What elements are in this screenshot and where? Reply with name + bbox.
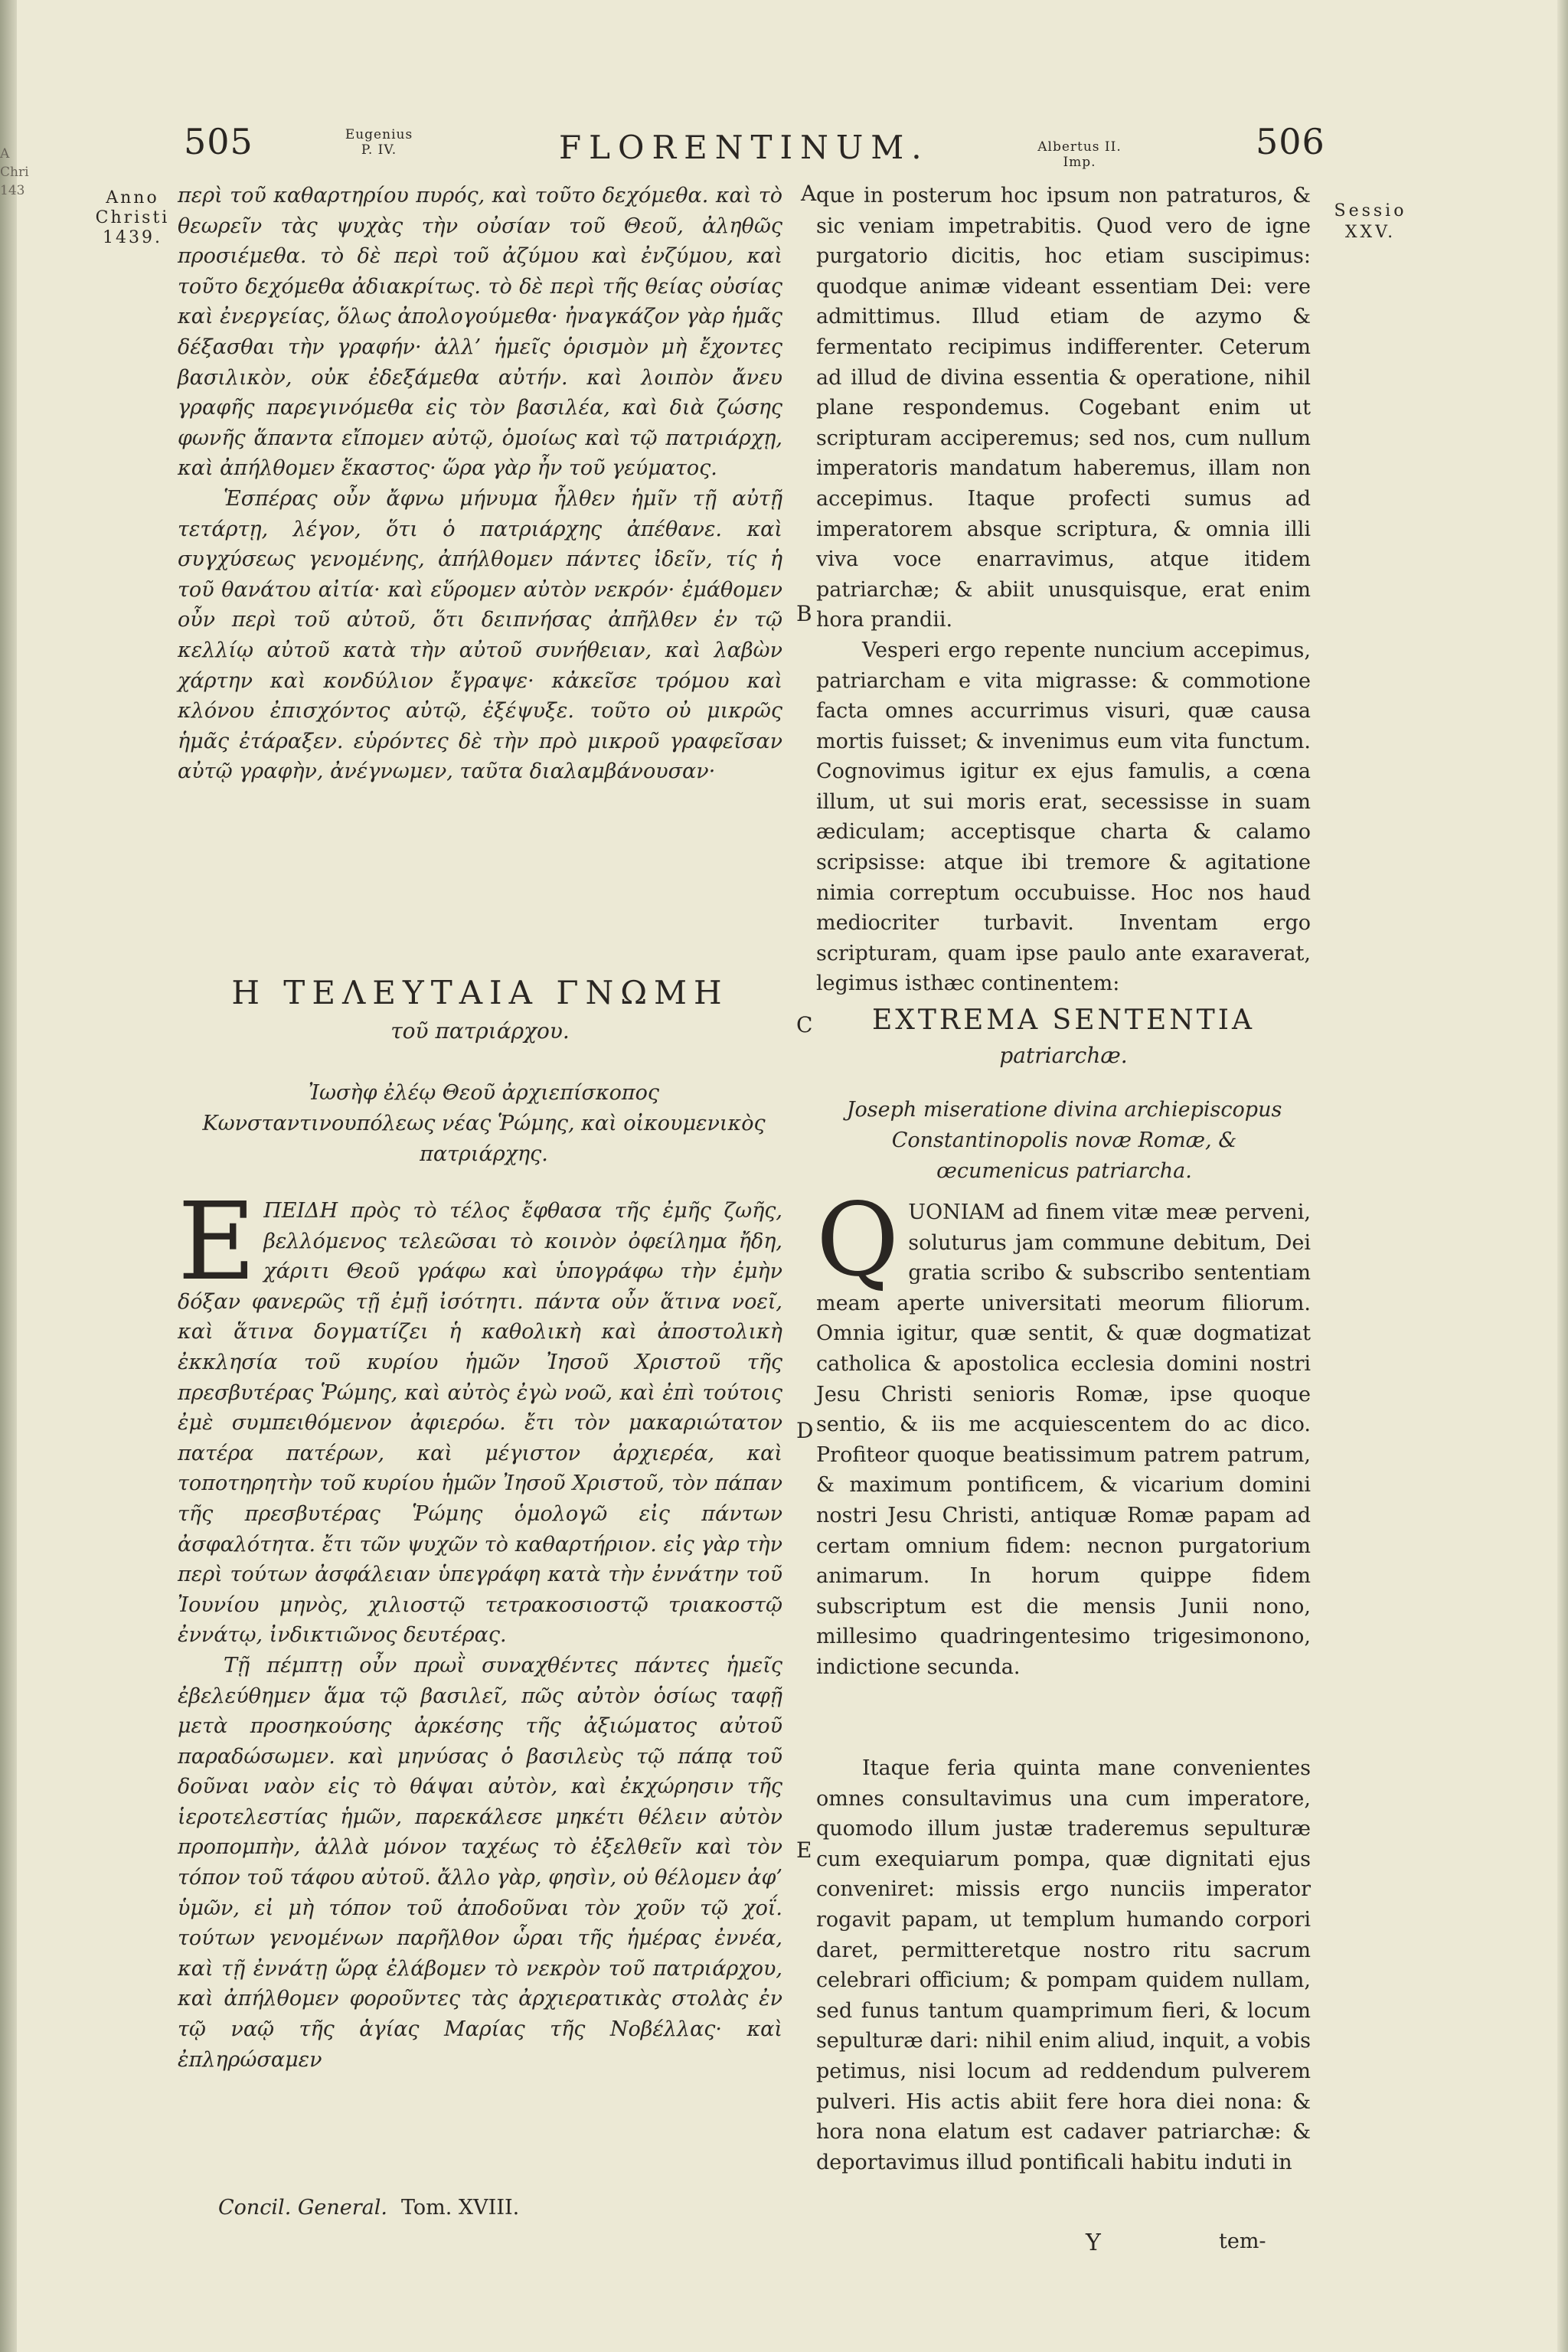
page-title: FLORENTINUM. — [559, 129, 929, 166]
session-margin-note: Sessio XXV. — [1334, 201, 1407, 242]
section-mark-d: D — [796, 1418, 814, 1443]
signature-mark: Y — [1086, 2230, 1101, 2256]
volume-label: Concil. General. — [218, 2196, 387, 2220]
emperor-header: Albertus II. Imp. — [1037, 139, 1122, 170]
right-page-number: 506 — [1256, 121, 1325, 162]
greek-column-bottom — [178, 1180, 782, 2075]
greek-paragraph — [178, 1180, 782, 1651]
latin-heading: EXTREMA SENTENTIA — [871, 1004, 1256, 1036]
greek-column-top — [178, 181, 782, 787]
volume-number: Tom. XVIII. — [401, 2196, 520, 2220]
catchword: tem- — [1219, 2230, 1266, 2253]
latin-column-bottom — [816, 1753, 1311, 2177]
sliver-text: 143 — [0, 183, 25, 198]
greek-text: ΠΕΙΔΗ πρὸς τὸ τέλος ἔφθασα τῆς ἐμῆς ζωῆς, βελλόμενος τελεῶσαι τὸ κοινὸν ὀφείλημα ἤδη, χάριτι Θεοῦ γράφω καὶ ὑπογράφω τὴν ἐμὴν δόξαν φανερῶς τῇ ἐμῇ ἰσότητι. πάντα οὖν ἅτινα νοεῖ, καὶ ἅτινα δογματίζει ἡ καθολικὴ καὶ ἀποστολικὴ ἐκκλησία τοῦ κυρίου ἡμῶν Ἰησοῦ Χριστοῦ τῆς πρεσβυτέρας Ῥώμης, καὶ αὐτὸς ἐγὼ νοῶ, καὶ ἐπὶ τούτοις ἐμὲ συμπειθόμενον ἀφιερόω. ἔτι τὸν μακαριώτατον πατέρα πατέρων, καὶ μέγιστον ἀρχιερέα, καὶ τοποτηρητὴν τοῦ κυρίου ἡμῶν Ἰησοῦ Χριστοῦ, τὸν πάπαν τῆς πρεσβυτέρας Ῥώμης ὁμολογῶ εἰς πάντων ἀσφαλότητα. ἔτι τῶν ψυχῶν τὸ καθαρτήριον. εἰς γὰρ τὴν περὶ τούτων ἀσφάλειαν ὑπεγράφη κατὰ τὴν ἐννάτην τοῦ Ἰουνίου μηνὸς, χιλιοστῷ τετρακοσιοστῷ τριακοστῷ ἐννάτῳ, ἰνδικτιῶνος δευτέρας. — [178, 1199, 782, 1648]
left-page-number: 505 — [184, 121, 253, 162]
drop-cap: Ε — [178, 1180, 256, 1305]
sliver-text: A — [0, 146, 10, 162]
latin-byline: Joseph miseratione divina archiepiscopus Constantinopolis novæ Romæ, & œcumenicus patriarcha. — [846, 1098, 1282, 1183]
page-edge — [1557, 0, 1568, 2352]
latin-column-top — [816, 181, 1311, 999]
section-mark-b: B — [796, 601, 812, 626]
greek-paragraph: Ἑσπέρας οὖν ἄφνω μήνυμα ἦλθεν ἡμῖν τῇ αὐτῇ τετάρτῃ, λέγον, ὅτι ὁ πατριάρχης ἀπέθανε. καὶ συγχύσεως γενομένης, ἀπήλθομεν πάντες ἰδεῖν, τίς ἡ τοῦ θανάτου αἰτία· καὶ εὕρομεν αὐτὸν νεκρόν· ἐμάθομεν οὖν περὶ τοῦ αὐτοῦ, ὅτι δειπνήσας ἀπῆλθεν ἐν τῷ κελλίῳ αὐτοῦ κατὰ τὴν αὐτοῦ συνήθειαν, καὶ λαβὼν χάρτην καὶ κονδύλιον ἔγραψε· κἀκεῖσε τρόμου καὶ κλόνου ἐπισχόντος αὐτῷ, ἐξέψυξε. τοῦτο οὐ μικρῶς ἡμᾶς ἐτάραξεν. εὑρόντες δὲ τὴν πρὸ μικροῦ γραφεῖσαν αὐτῷ γραφὴν, ἀνέγνωμεν, ταῦτα διαλαμβάνουσαν· — [178, 486, 782, 784]
latin-subheading: patriarchæ. — [999, 1043, 1128, 1068]
latin-column-middle — [816, 1181, 1311, 1683]
latin-paragraph — [816, 1181, 1311, 1683]
section-mark-e: E — [796, 1838, 812, 1863]
running-header — [0, 121, 1568, 182]
section-mark-a: A — [801, 181, 817, 206]
greek-subheading: τοῦ πατριάρχου. — [390, 1018, 570, 1044]
drop-cap: Q — [816, 1181, 900, 1299]
binding-gutter — [0, 0, 29, 2352]
greek-paragraph: Τῇ πέμπτῃ οὖν πρωῒ συναχθέντες πάντες ἡμεῖς ἐβελεύθημεν ἅμα τῷ βασιλεῖ, πῶς αὐτὸν ὁσίως ταφῇ μετὰ προσηκούσης ἀρκέσης τῆς ἀξιώματος αὐτοῦ παραδώσωμεν. καὶ μηνύσας ὁ βασιλεὺς τῷ πάπᾳ τοῦ δοῦναι ναὸν εἰς τὸ θάψαι αὐτὸν, καὶ ἐκχώρησιν τῆς ἱεροτελεστίας ἡμῶν, παρεκάλεσε μηκέτι θέλειν αὐτὸν προπομπὴν, ἀλλὰ μόνον ταχέως τὸ ἐξελθεῖν καὶ τὸν τόπον τοῦ τάφου αὐτοῦ. ἄλλο γὰρ, φησὶν, οὐ θέλομεν ἀφ’ ὑμῶν, εἰ μὴ τόπον τοῦ ἀποδοῦναι τὸν χοῦν τῷ χοΐ. τούτων γενομένων παρῆλθον ὧραι τῆς ἡμέρας ἐννέα, καὶ τῇ ἐννάτῃ ὥρᾳ ἐλάβομεν τὸ νεκρὸν τοῦ πατριάρχου, καὶ ἀπήλθομεν φοροῦντες τὰς ἀρχιερατικὰς στολὰς ἐν τῷ ναῷ τῆς ἁγίας Μαρίας τῆς Νοβέλλας· καὶ ἐπληρώσαμεν — [178, 1653, 782, 2072]
sliver-text: Chri — [0, 165, 29, 180]
greek-paragraph: περὶ τοῦ καθαρτηρίου πυρός, καὶ τοῦτο δεχόμεθα. καὶ τὸ θεωρεῖν τὰς ψυχὰς τὴν οὐσίαν τοῦ Θεοῦ, ἀληθῶς προσιέμεθα. τὸ δὲ περὶ τοῦ ἀζύμου καὶ ἐνζύμου, καὶ τοῦτο δεχόμεθα ἀδιακρίτως. τὸ δὲ περὶ τῆς θείας οὐσίας καὶ ἐνεργείας, ὅλως ἀπολογούμεθα· ἠναγκάζον γὰρ ἡμᾶς δέξασθαι τὴν γραφήν· ἀλλ’ ἡμεῖς ὁρισμὸν μὴ ἔχοντες βασιλικὸν, οὐκ ἐδεξάμεθα αὐτήν. καὶ λοιπὸν ἄνευ γραφῆς παρεγινόμεθα εἰς τὸν βασιλέα, καὶ διὰ ζώσης φωνῆς ἅπαντα εἴπομεν αὐτῷ, ὁμοίως καὶ τῷ πατριάρχῃ, καὶ ἀπήλθομεν ἕκαστος· ὥρα γὰρ ἦν τοῦ γεύματος. — [178, 184, 782, 481]
greek-heading: Η ΤΕΛΕΥΤΑΙΑ ΓΝΩΜΗ — [231, 974, 729, 1011]
latin-paragraph: Vesperi ergo repente nuncium accepimus, patriarcham e vita migrasse: & commotione facta omnes accurrimus visuri, quæ causa mortis fuisset; & invenimus eum vita functum. Cognovimus igitur ex ejus famulis, a cœna illum, ut sui moris erat, secessisse in suam ædiculam; acceptisque charta & calamo scripsisse: atque ibi tremore & agitatione nimia correptum occubuisse. Hoc nos haud mediocriter turbavit. Inventam ergo scripturam, quam ipse paulo ante exaraverat, legimus isthæc continentem: — [816, 638, 1311, 996]
volume-footer — [218, 2196, 519, 2220]
greek-byline: Ἰωσὴφ ἐλέῳ Θεοῦ ἀρχιεπίσκοπος Κωνσταντινουπόλεως νέας Ῥώμης, καὶ οἰκουμενικὸς πατριάρχης. — [202, 1081, 766, 1166]
latin-text: UONIAM ad finem vitæ meæ perveni, soluturus jam commune debitum, Dei gratia scribo & subscribo sententiam meam aperte universitati meorum filiorum. Omnia igitur, quæ sentit, & quæ dogmatizat catholica & apostolica ecclesia domini nostri Jesu Christi senioris Romæ, ipse quoque sentio, & iis me acquiescentem do ac dico. Profiteor quoque beatissimum patrem patrum, & maximum pontificem, & vicarium domini nostri Jesu Christi, antiquæ Romæ papam ad certam omnium fidem: necnon purgatorium animarum. In horum quippe fidem subscriptum est die mensis Junii nono, millesimo quadringentesimo trigesimonono, indictione secunda. — [816, 1200, 1311, 1679]
pope-header: Eugenius P. IV. — [345, 127, 413, 158]
section-mark-c: C — [796, 1012, 813, 1037]
year-margin-note: Anno Christi 1439. — [95, 188, 170, 247]
latin-paragraph: Itaque feria quinta mane convenientes omnes consultavimus una cum imperatore, quomodo illum justæ traderemus sepulturæ cum exequiarum pompa, quæ dignitati ejus conveniret: missis ergo nunciis imperator rogavit papam, ut templum humando corpori daret, permitteretque nostro ritu sacrum celebrari officium; & pompam quidem nullam, sed funus tantum quamprimum fieri, & locum sepulturæ dari: nihil enim aliud, inquit, a vobis petimus, nisi locum ad reddendum pulverem pulveri. His actis abiit fere hora diei nona: & hora nona elatum est cadaver patriarchæ: & deportavimus illud pontificali habitu induti in — [816, 1756, 1311, 2174]
latin-paragraph: que in posterum hoc ipsum non patraturos, & sic veniam impetrabitis. Quod vero de igne purgatorio dicitis, hoc etiam suscipimus: quodque animæ videant essentiam Dei: vere admittimus. Illud etiam de azymo & fermentato recipimus indifferenter. Ceterum ad illud de divina essentia & operatione, nihil plane respondemus. Cogebant enim ut scripturam acciperemus; sed nos, cum nullum imperatoris mandatum haberemus, illam non accepimus. Itaque profecti sumus ad imperatorem absque scriptura, & omnia illi viva voce enarravimus, atque itidem patriarchæ; & abiit unusquisque, erat enim hora prandii. — [816, 184, 1311, 632]
